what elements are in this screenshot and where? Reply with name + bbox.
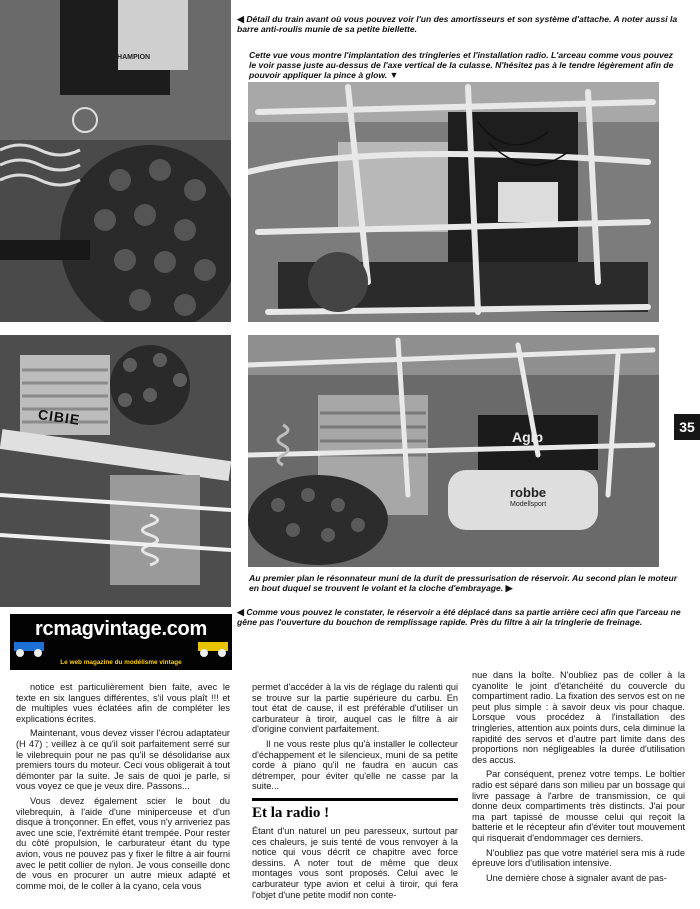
paragraph: Une dernière chose à signaler avant de pas- xyxy=(486,872,667,883)
caption-front-suspension xyxy=(237,14,685,34)
caption-text: Détail du train avant où vous pouvez voir l'un des amortisseurs et son système d'attache. A noter aussi la barre anti-roulis munie de sa petite biellette. xyxy=(237,14,678,35)
photo-tank-exhaust xyxy=(248,335,659,567)
robbe-label: robbe xyxy=(510,485,547,500)
logo-subtitle: Le web magazine du modélisme vintage xyxy=(60,659,182,666)
champion-label: CHAMPION xyxy=(112,54,151,61)
article-column-1 xyxy=(16,682,230,895)
logo-title: rcmagvintage.com xyxy=(35,618,207,640)
paragraph: N'oubliez pas que votre matériel sera mis à rude épreuve lors d'utilisation intensive. xyxy=(472,847,685,869)
paragraph: Il ne vous reste plus qu'à installer le collecteur d'échappement et le silencieux, muni de sa petite corde à piano qu'il ne faudra en aucun cas détremper, pour éviter qu'elle ne casse par la suite... xyxy=(252,738,458,792)
paragraph: Maintenant, vous devez visser l'écrou adaptateur (H 47) ; veillez à ce qu'il soit parfaitement serré sur le vilebrequin pour ne pas qu'il se désolidarise aux premiers tours du moteur. Ceci vous obligerait à tout démonter par la suite. Je sais de quoi je parle, si vous voyez ce que je veux dire. Passons... xyxy=(16,728,230,792)
photo-front-suspension xyxy=(0,0,231,322)
caption-radio-install xyxy=(249,50,681,81)
caption-resonator xyxy=(249,573,681,593)
paragraph: notice est particulièrement bien faite, avec le texte en six langues différentes, s'il vous plaît !!! et de multiples vues éclatées afin de compléter les explications écrites. xyxy=(16,682,230,724)
cibie-label: CIBIE xyxy=(37,406,82,428)
paragraph: Étant d'un naturel un peu paresseux, surtout par ces chaleurs, je suis tenté de vous renvoyer à la notice qui vous décrit ce chapitre avec force dessins. A noter tout de même que deux montages vous sont proposés. Celui avec le carburateur type avion et celui à tiroir, qui fera l'objet d'une petite modif non conte- xyxy=(252,825,458,900)
paragraph: Par conséquent, prenez votre temps. Le boîtier radio est séparé dans son milieu par un bossage qui livre passage à l'arbre de transmission, ce qui donne deux compartiments très distincts. J'ai pour ma part tapissé de mousse celui qui reçoit la batterie et le récepteur afin d'éviter tout mouvement qui risquerait d'endommager ces derniers. xyxy=(472,769,685,843)
article-column-3 xyxy=(472,670,685,887)
site-logo[interactable] xyxy=(10,614,232,670)
paragraph: Vous devez également scier le bout du vilebrequin, à l'aide d'une miniperceuse et d'un disque à tronçonner. En effet, vous n'y arriveriez pas avec une scie, l'extrémité étant trempée. Pour rester du côté propulsion, le carburateur étant du type avion, vous ne pouvez pas y fixer le filtre à air fourni avec le petit collier de nylon. Je vous conseille donc de vous en procurer un autre mieux adapté et comme moi, de le coller à la cyano, cela vous xyxy=(16,795,230,891)
page-number: 35 xyxy=(674,414,700,440)
paragraph: nue dans la boîte. N'oubliez pas de coller à la cyanolite le joint d'étanchéité du couvercle du compartiment radio. La fixation des servos est on ne peut plus simple : à savoir deux vis pour chaque. Lorsque vous procédez à l'installation des tringleries, attention aux points durs, cela diminue la rapidité des servos et d'autre part limite dans des proportions non négligeables la durée d'utilisation des accus. xyxy=(472,670,685,765)
caption-text: Comme vous pouvez le constater, le réservoir a été déplacé dans sa partie arrière ceci afin que l'arceau ne gêne pas l'ouverture du bouchon de remplissage rapide. Près du filtre à air la tringlerie de freinage. xyxy=(237,607,681,628)
section-heading: Et la radio ! xyxy=(252,798,458,822)
photo-radio-install xyxy=(248,82,659,322)
photo-engine xyxy=(0,335,231,607)
caption-text: Cette vue vous montre l'implantation des tringleries et l'installation radio. L'arceau comme vous pouvez le voir passe juste au-dessus de l'axe vertical de la culasse. N'hésitez pas à le tendre légèrement afin de pouvoir appliquer la pince à glow. xyxy=(249,50,674,81)
down-arrow-icon: ▼ xyxy=(389,70,399,81)
caption-text: Au premier plan le résonnateur muni de la durit de pressurisation de réservoir. Au second plan le moteur en bout duquel se trouvent le volant et la cloche d'embrayage. xyxy=(249,573,678,594)
caption-tank xyxy=(237,607,685,627)
left-arrow-icon: ◀ xyxy=(237,14,244,24)
right-arrow-icon: ▶ xyxy=(505,583,513,594)
left-arrow-icon: ◀ xyxy=(237,607,244,617)
paragraph: permet d'accéder à la vis de réglage du ralenti qui se trouve sur la partie supérieure du carbu. En tout état de cause, il est préférable d'utiliser un carburateur à tiroir, auquel cas le filtre à air d'origine convient parfaitement. xyxy=(252,682,458,735)
agip-label: Agip xyxy=(512,429,544,445)
article-column-2 xyxy=(252,682,458,904)
robbe-sub-label: Modellsport xyxy=(510,501,547,508)
